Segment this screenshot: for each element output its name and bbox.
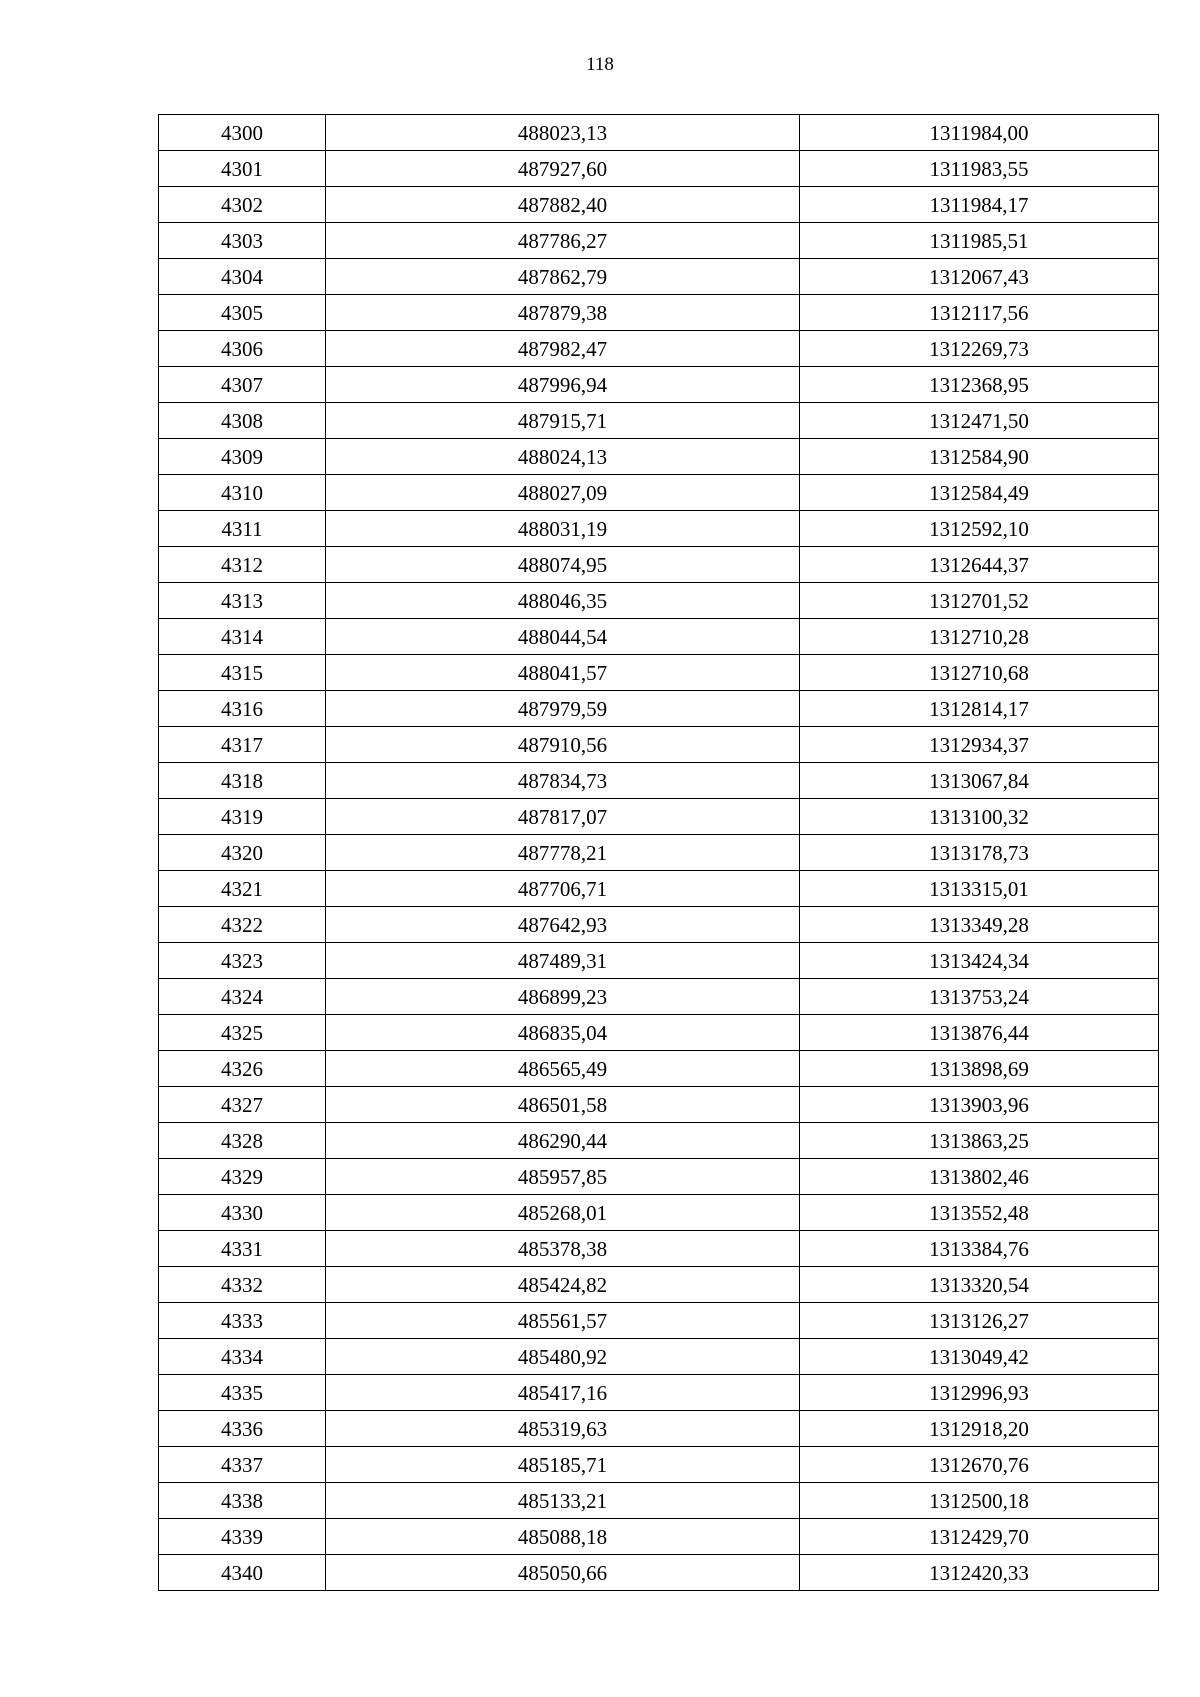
point-number-cell: 4322: [159, 907, 326, 943]
table-row: [159, 151, 1159, 187]
x-coordinate-cell: 486565,49: [326, 1051, 800, 1087]
x-coordinate-cell: 485957,85: [326, 1159, 800, 1195]
point-number-cell: 4328: [159, 1123, 326, 1159]
point-number-cell: 4332: [159, 1267, 326, 1303]
x-coordinate-cell: 486899,23: [326, 979, 800, 1015]
x-coordinate-cell: 485424,82: [326, 1267, 800, 1303]
point-number-cell: 4329: [159, 1159, 326, 1195]
table-row: [159, 331, 1159, 367]
table-row: [159, 979, 1159, 1015]
x-coordinate-cell: 485319,63: [326, 1411, 800, 1447]
table-row: [159, 1303, 1159, 1339]
point-number-cell: 4325: [159, 1015, 326, 1051]
point-number-cell: 4335: [159, 1375, 326, 1411]
x-coordinate-cell: 488024,13: [326, 439, 800, 475]
y-coordinate-cell: 1312996,93: [800, 1375, 1159, 1411]
table-row: [159, 1123, 1159, 1159]
table-row: [159, 799, 1159, 835]
y-coordinate-cell: 1312644,37: [800, 547, 1159, 583]
point-number-cell: 4304: [159, 259, 326, 295]
x-coordinate-cell: 487642,93: [326, 907, 800, 943]
table-row: [159, 943, 1159, 979]
x-coordinate-cell: 487786,27: [326, 223, 800, 259]
point-number-cell: 4331: [159, 1231, 326, 1267]
table-row: [159, 763, 1159, 799]
x-coordinate-cell: 488041,57: [326, 655, 800, 691]
x-coordinate-cell: 488023,13: [326, 115, 800, 151]
x-coordinate-cell: 487979,59: [326, 691, 800, 727]
x-coordinate-cell: 486501,58: [326, 1087, 800, 1123]
point-number-cell: 4309: [159, 439, 326, 475]
table-row: [159, 1375, 1159, 1411]
y-coordinate-cell: 1313178,73: [800, 835, 1159, 871]
point-number-cell: 4314: [159, 619, 326, 655]
x-coordinate-cell: 488031,19: [326, 511, 800, 547]
coordinates-table-body: [159, 115, 1159, 1591]
x-coordinate-cell: 488027,09: [326, 475, 800, 511]
point-number-cell: 4324: [159, 979, 326, 1015]
point-number-cell: 4326: [159, 1051, 326, 1087]
y-coordinate-cell: 1311984,17: [800, 187, 1159, 223]
table-row: [159, 1483, 1159, 1519]
y-coordinate-cell: 1312592,10: [800, 511, 1159, 547]
y-coordinate-cell: 1313898,69: [800, 1051, 1159, 1087]
point-number-cell: 4308: [159, 403, 326, 439]
y-coordinate-cell: 1312934,37: [800, 727, 1159, 763]
point-number-cell: 4336: [159, 1411, 326, 1447]
point-number-cell: 4313: [159, 583, 326, 619]
point-number-cell: 4323: [159, 943, 326, 979]
table-row: [159, 1195, 1159, 1231]
x-coordinate-cell: 485088,18: [326, 1519, 800, 1555]
y-coordinate-cell: 1313126,27: [800, 1303, 1159, 1339]
y-coordinate-cell: 1313552,48: [800, 1195, 1159, 1231]
point-number-cell: 4334: [159, 1339, 326, 1375]
y-coordinate-cell: 1313424,34: [800, 943, 1159, 979]
point-number-cell: 4315: [159, 655, 326, 691]
x-coordinate-cell: 487834,73: [326, 763, 800, 799]
table-row: [159, 1015, 1159, 1051]
table-row: [159, 583, 1159, 619]
y-coordinate-cell: 1312500,18: [800, 1483, 1159, 1519]
point-number-cell: 4319: [159, 799, 326, 835]
point-number-cell: 4330: [159, 1195, 326, 1231]
x-coordinate-cell: 487706,71: [326, 871, 800, 907]
y-coordinate-cell: 1312710,68: [800, 655, 1159, 691]
y-coordinate-cell: 1313863,25: [800, 1123, 1159, 1159]
table-row: [159, 871, 1159, 907]
point-number-cell: 4337: [159, 1447, 326, 1483]
point-number-cell: 4307: [159, 367, 326, 403]
table-row: [159, 1051, 1159, 1087]
table-row: [159, 547, 1159, 583]
x-coordinate-cell: 487996,94: [326, 367, 800, 403]
x-coordinate-cell: 485378,38: [326, 1231, 800, 1267]
x-coordinate-cell: 485185,71: [326, 1447, 800, 1483]
point-number-cell: 4306: [159, 331, 326, 367]
table-row: [159, 1231, 1159, 1267]
x-coordinate-cell: 487778,21: [326, 835, 800, 871]
table-row: [159, 367, 1159, 403]
table-row: [159, 115, 1159, 151]
point-number-cell: 4320: [159, 835, 326, 871]
y-coordinate-cell: 1313903,96: [800, 1087, 1159, 1123]
y-coordinate-cell: 1312701,52: [800, 583, 1159, 619]
point-number-cell: 4311: [159, 511, 326, 547]
table-row: [159, 511, 1159, 547]
y-coordinate-cell: 1311983,55: [800, 151, 1159, 187]
point-number-cell: 4333: [159, 1303, 326, 1339]
point-number-cell: 4317: [159, 727, 326, 763]
point-number-cell: 4300: [159, 115, 326, 151]
table-row: [159, 1159, 1159, 1195]
y-coordinate-cell: 1313876,44: [800, 1015, 1159, 1051]
point-number-cell: 4340: [159, 1555, 326, 1591]
table-row: [159, 727, 1159, 763]
y-coordinate-cell: 1312420,33: [800, 1555, 1159, 1591]
y-coordinate-cell: 1312584,90: [800, 439, 1159, 475]
x-coordinate-cell: 485268,01: [326, 1195, 800, 1231]
y-coordinate-cell: 1313802,46: [800, 1159, 1159, 1195]
table-row: [159, 691, 1159, 727]
table-row: [159, 259, 1159, 295]
y-coordinate-cell: 1313100,32: [800, 799, 1159, 835]
point-number-cell: 4338: [159, 1483, 326, 1519]
y-coordinate-cell: 1311985,51: [800, 223, 1159, 259]
y-coordinate-cell: 1312471,50: [800, 403, 1159, 439]
y-coordinate-cell: 1312368,95: [800, 367, 1159, 403]
x-coordinate-cell: 487817,07: [326, 799, 800, 835]
x-coordinate-cell: 485480,92: [326, 1339, 800, 1375]
y-coordinate-cell: 1313320,54: [800, 1267, 1159, 1303]
x-coordinate-cell: 487862,79: [326, 259, 800, 295]
x-coordinate-cell: 488074,95: [326, 547, 800, 583]
point-number-cell: 4321: [159, 871, 326, 907]
point-number-cell: 4312: [159, 547, 326, 583]
x-coordinate-cell: 485417,16: [326, 1375, 800, 1411]
table-row: [159, 1339, 1159, 1375]
point-number-cell: 4339: [159, 1519, 326, 1555]
y-coordinate-cell: 1312269,73: [800, 331, 1159, 367]
x-coordinate-cell: 485050,66: [326, 1555, 800, 1591]
coordinates-table: [158, 114, 1159, 1591]
y-coordinate-cell: 1313067,84: [800, 763, 1159, 799]
y-coordinate-cell: 1312918,20: [800, 1411, 1159, 1447]
table-row: [159, 655, 1159, 691]
table-row: [159, 1555, 1159, 1591]
point-number-cell: 4305: [159, 295, 326, 331]
point-number-cell: 4310: [159, 475, 326, 511]
x-coordinate-cell: 485133,21: [326, 1483, 800, 1519]
x-coordinate-cell: 487879,38: [326, 295, 800, 331]
table-row: [159, 403, 1159, 439]
x-coordinate-cell: 488044,54: [326, 619, 800, 655]
table-row: [159, 619, 1159, 655]
y-coordinate-cell: 1312117,56: [800, 295, 1159, 331]
y-coordinate-cell: 1312710,28: [800, 619, 1159, 655]
y-coordinate-cell: 1312814,17: [800, 691, 1159, 727]
x-coordinate-cell: 486290,44: [326, 1123, 800, 1159]
table-row: [159, 907, 1159, 943]
y-coordinate-cell: 1313049,42: [800, 1339, 1159, 1375]
table-row: [159, 295, 1159, 331]
x-coordinate-cell: 487910,56: [326, 727, 800, 763]
point-number-cell: 4327: [159, 1087, 326, 1123]
table-row: [159, 439, 1159, 475]
table-row: [159, 1411, 1159, 1447]
y-coordinate-cell: 1313753,24: [800, 979, 1159, 1015]
point-number-cell: 4301: [159, 151, 326, 187]
y-coordinate-cell: 1312584,49: [800, 475, 1159, 511]
x-coordinate-cell: 487982,47: [326, 331, 800, 367]
x-coordinate-cell: 488046,35: [326, 583, 800, 619]
x-coordinate-cell: 485561,57: [326, 1303, 800, 1339]
y-coordinate-cell: 1313349,28: [800, 907, 1159, 943]
x-coordinate-cell: 487927,60: [326, 151, 800, 187]
y-coordinate-cell: 1313315,01: [800, 871, 1159, 907]
y-coordinate-cell: 1311984,00: [800, 115, 1159, 151]
point-number-cell: 4316: [159, 691, 326, 727]
y-coordinate-cell: 1313384,76: [800, 1231, 1159, 1267]
y-coordinate-cell: 1312067,43: [800, 259, 1159, 295]
table-row: [159, 1087, 1159, 1123]
table-row: [159, 1519, 1159, 1555]
table-row: [159, 835, 1159, 871]
x-coordinate-cell: 487915,71: [326, 403, 800, 439]
point-number-cell: 4318: [159, 763, 326, 799]
table-row: [159, 187, 1159, 223]
x-coordinate-cell: 486835,04: [326, 1015, 800, 1051]
table-row: [159, 1267, 1159, 1303]
table-row: [159, 475, 1159, 511]
page-number: 118: [586, 54, 614, 75]
y-coordinate-cell: 1312429,70: [800, 1519, 1159, 1555]
table-row: [159, 1447, 1159, 1483]
point-number-cell: 4302: [159, 187, 326, 223]
x-coordinate-cell: 487489,31: [326, 943, 800, 979]
y-coordinate-cell: 1312670,76: [800, 1447, 1159, 1483]
x-coordinate-cell: 487882,40: [326, 187, 800, 223]
point-number-cell: 4303: [159, 223, 326, 259]
table-row: [159, 223, 1159, 259]
